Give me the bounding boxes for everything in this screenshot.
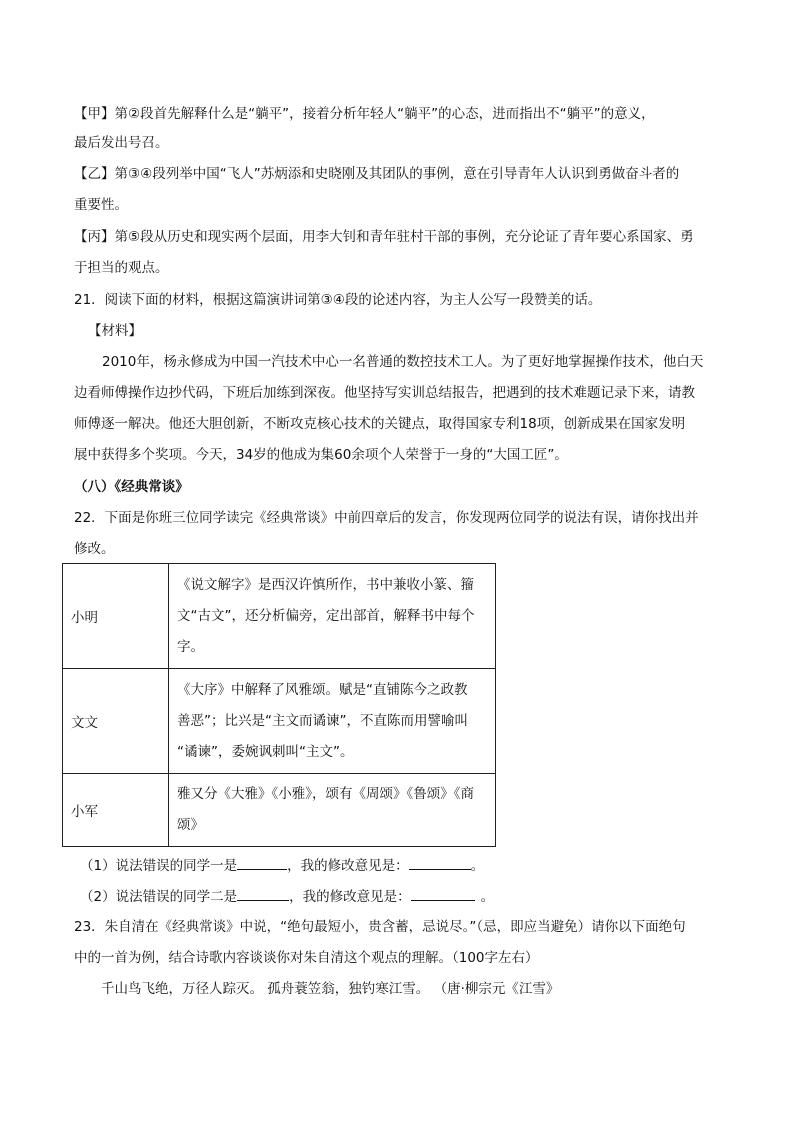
material-line-3: 师傅逐一解决。他还大胆创新，不断攻克核心技术的关键点，取得国家专利18项，创新成果在国家发明 — [74, 416, 686, 432]
statement-line: 雅又分《大雅》《小雅》，颂有《周颂》《鲁颂》《商 — [177, 786, 474, 802]
student-statements-table — [62, 563, 496, 847]
question-22-prompt-line1: 22．下面是你班三位同学读完《经典常谈》中前四章后的发言，你发现两位同学的说法有误，请你找出并 — [74, 510, 699, 526]
answer-1-revision-blank[interactable] — [409, 855, 471, 870]
answer-1-prefix: （1）说法错误的同学一是 — [80, 858, 238, 874]
statement-line: “谲谏”，委婉讽刺叫“主文”。 — [177, 743, 354, 760]
question-23-prompt-line1: 23．朱自清在《经典常谈》中说，“绝句最短小，贵含蓄，忌说尽。”（忌，即应当避免）请你以下面绝句 — [74, 919, 686, 935]
student-statement — [169, 564, 496, 669]
table-row — [63, 564, 496, 669]
section-heading: （八）《经典常谈》 — [74, 479, 189, 495]
student-name: 小明 — [63, 564, 169, 669]
poem-line: 千山鸟飞绝，万径人踪灭。 孤舟蓑笠翁，独钓寒江雪。 （唐·柳宗元《江雪》 — [101, 981, 560, 997]
student-statement — [169, 774, 496, 847]
answer-2-student-blank[interactable] — [237, 886, 289, 901]
paragraph-jia-line2: 最后发出号召。 — [74, 135, 169, 151]
statement-line: 颂》 — [177, 817, 204, 833]
answer-line-2 — [80, 886, 730, 907]
answer-1-suffix: 。 — [470, 858, 485, 874]
question-21-prompt: 21．阅读下面的材料，根据这篇演讲词第③④段的论述内容，为主人公写一段赞美的话。 — [74, 292, 602, 308]
table-row — [63, 669, 496, 774]
answer-2-suffix: 。 — [480, 889, 495, 905]
answer-1-student-blank[interactable] — [237, 855, 287, 870]
statement-line: 《大序》中解释了风雅颂。赋是“直铺陈今之政教 — [177, 681, 468, 698]
paragraph-jia-line1: 【甲】第②段首先解释什么是“躺平”，接着分析年轻人“躺平”的心态，进而指出不“躺平”的意义， — [74, 106, 655, 122]
paragraph-yi-line2: 重要性。 — [74, 197, 128, 213]
statement-line: 《说文解字》是西汉许慎所作，书中兼收小篆、籀 — [177, 576, 474, 593]
student-statement — [169, 669, 496, 774]
material-line-2: 边看师傅操作边抄代码，下班后加练到深夜。他坚持写实训总结报告，把遇到的技术难题记录下来，请教 — [74, 385, 695, 401]
material-line-1: 2010年，杨永修成为中国一汽技术中心一名普通的数控技术工人。为了更好地掌握操作技术，他白天 — [102, 354, 704, 370]
material-label: 【材料】 — [88, 323, 142, 339]
answer-line-1 — [80, 855, 730, 876]
table-row — [63, 774, 496, 847]
paragraph-bing-line2: 于担当的观点。 — [74, 260, 169, 276]
answer-2-middle: ，我的修改意见是： — [289, 889, 411, 905]
statement-line: 字。 — [177, 638, 204, 655]
student-name: 小军 — [63, 774, 169, 847]
statement-line: 文“古文”，还分析偏旁，定出部首，解释书中每个 — [177, 607, 475, 624]
student-name: 文文 — [63, 669, 169, 774]
statement-line: 善恶”；比兴是“主文而谲谏”，不直陈而用譬喻叫 — [177, 712, 468, 729]
answer-1-middle: ，我的修改意见是： — [287, 858, 409, 874]
paragraph-bing-line1: 【丙】第⑤段从历史和现实两个层面，用李大钊和青年驻村干部的事例，充分论证了青年要心系国家、勇 — [74, 229, 694, 245]
question-22-prompt-line2: 修改。 — [74, 541, 115, 557]
answer-2-prefix: （2）说法错误的同学二是 — [80, 889, 238, 905]
answer-2-revision-blank[interactable] — [411, 886, 475, 901]
paragraph-yi-line1: 【乙】第③④段列举中国“飞人”苏炳添和史晓刚及其团队的事例，意在引导青年人认识到勇做奋斗者的 — [74, 166, 680, 182]
material-line-4: 展中获得多个奖项。今天，34岁的他成为集60余项个人荣誉于一身的“大国工匠”。 — [74, 447, 568, 463]
question-23-prompt-line2: 中的一首为例，结合诗歌内容谈谈你对朱自清这个观点的理解。（100字左右） — [74, 950, 539, 966]
